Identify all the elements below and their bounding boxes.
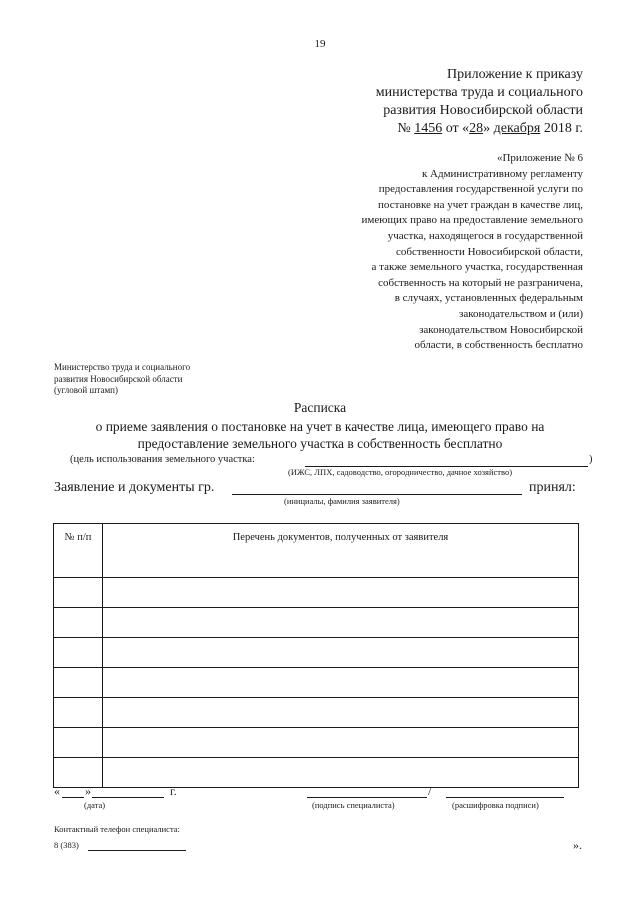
- appendix6-line: «Приложение № 6: [496, 152, 583, 164]
- appendix6-line: имеющих право на предоставление земельного: [361, 214, 583, 227]
- signature-hint: (подпись специалиста): [312, 800, 395, 810]
- col-documents-header: Перечень документов, полученных от заявителя: [103, 524, 579, 578]
- date-close-quote: »: [85, 784, 91, 798]
- row-document-cell[interactable]: [103, 728, 579, 758]
- signature-decoding-field[interactable]: [446, 797, 564, 798]
- row-document-cell[interactable]: [103, 668, 579, 698]
- documents-table: [53, 523, 579, 788]
- appendix-header: [376, 66, 583, 138]
- applicant-hint: (инициалы, фамилия заявителя): [284, 496, 400, 506]
- ministry-stamp-note: (угловой штамп): [54, 385, 118, 395]
- signature-field[interactable]: [307, 797, 427, 798]
- order-line: [376, 120, 583, 138]
- row-document-cell[interactable]: [103, 578, 579, 608]
- phone-field[interactable]: [88, 850, 186, 851]
- decoding-hint: (расшифровка подписи): [452, 800, 539, 810]
- appendix-header-line1: Приложение к приказу: [447, 67, 583, 82]
- date-day-field[interactable]: [62, 797, 84, 798]
- receipt-subtitle: [60, 418, 580, 452]
- ministry-line2: развития Новосибирской области: [54, 373, 183, 384]
- appendix6-line: а также земельного участка, государственная: [371, 261, 583, 274]
- table-header-row: [54, 524, 579, 578]
- phone-code: 8 (383): [54, 840, 79, 850]
- order-from: от «: [442, 121, 470, 136]
- date-open-quote: «: [54, 784, 60, 798]
- row-document-cell[interactable]: [103, 608, 579, 638]
- table-row: [54, 698, 579, 728]
- table-row: [54, 668, 579, 698]
- order-prefix: №: [397, 121, 415, 136]
- row-document-cell[interactable]: [103, 698, 579, 728]
- ministry-line1: Министерство труда и социального: [54, 362, 191, 372]
- page-number: 19: [314, 38, 326, 50]
- row-number-cell[interactable]: [54, 758, 103, 788]
- row-number-cell[interactable]: [54, 728, 103, 758]
- row-number-cell[interactable]: [54, 638, 103, 668]
- order-day: 28: [469, 121, 484, 136]
- year-suffix: г.: [170, 784, 177, 798]
- table-row: [54, 608, 579, 638]
- row-number-cell[interactable]: [54, 578, 103, 608]
- appendix6-line: участка, находящегося в государственной: [387, 229, 583, 242]
- order-number: 1456: [414, 121, 443, 136]
- appendix6-line: законодательством и (или): [458, 307, 583, 320]
- table-row: [54, 758, 579, 788]
- accepted-label: принял:: [529, 480, 576, 495]
- row-document-cell[interactable]: [103, 638, 579, 668]
- table-row: [54, 578, 579, 608]
- appendix-6-block: [362, 151, 583, 354]
- appendix6-line: собственности Новосибирской области,: [396, 245, 583, 258]
- row-document-cell[interactable]: [103, 758, 579, 788]
- purpose-label: (цель использования земельного участка:: [70, 454, 255, 465]
- purpose-hint: (ИЖС, ЛПХ, садоводство, огородничество, дачное хозяйство): [288, 467, 513, 477]
- ministry-stamp: [54, 362, 190, 397]
- date-hint: (дата): [84, 800, 106, 810]
- applicant-label: Заявление и документы гр.: [54, 480, 215, 495]
- appendix6-line: области, в собственность бесплатно: [414, 339, 583, 352]
- receipt-title: Расписка: [293, 400, 347, 415]
- row-number-cell[interactable]: [54, 698, 103, 728]
- appendix6-line: в случаях, установленных федеральным: [394, 292, 583, 305]
- signature-slash: /: [428, 784, 432, 798]
- row-number-cell[interactable]: [54, 668, 103, 698]
- appendix6-line: к Административному регламенту: [421, 167, 583, 180]
- appendix6-line: законодательством Новосибирской: [419, 323, 583, 336]
- purpose-close: ): [589, 454, 593, 465]
- receipt-subtitle-line2: предоставление земельного участка в собственность бесплатно: [137, 436, 503, 451]
- appendix-header-line3: развития Новосибирской области: [383, 103, 583, 118]
- order-year: 2018 г.: [540, 121, 583, 136]
- appendix6-line: предоставления государственной услуги по: [378, 183, 583, 196]
- contact-label: Контактный телефон специалиста:: [54, 824, 180, 834]
- row-number-cell[interactable]: [54, 608, 103, 638]
- appendix-header-line2: министерства труда и социального: [375, 85, 583, 100]
- applicant-name-field[interactable]: [232, 494, 522, 495]
- order-month: декабря: [493, 121, 541, 136]
- appendix6-line: собственность на который не разграничена,: [378, 276, 583, 289]
- col-number-header: № п/п: [54, 524, 103, 578]
- table-row: [54, 638, 579, 668]
- table-row: [54, 728, 579, 758]
- receipt-subtitle-line1: о приеме заявления о постановке на учет в качестве лица, имеющего право на: [95, 419, 545, 434]
- appendix6-line: постановке на учет граждан в качестве лиц,: [378, 198, 583, 211]
- date-month-field[interactable]: [92, 797, 164, 798]
- order-mid: »: [483, 121, 494, 136]
- end-mark: ».: [573, 838, 582, 852]
